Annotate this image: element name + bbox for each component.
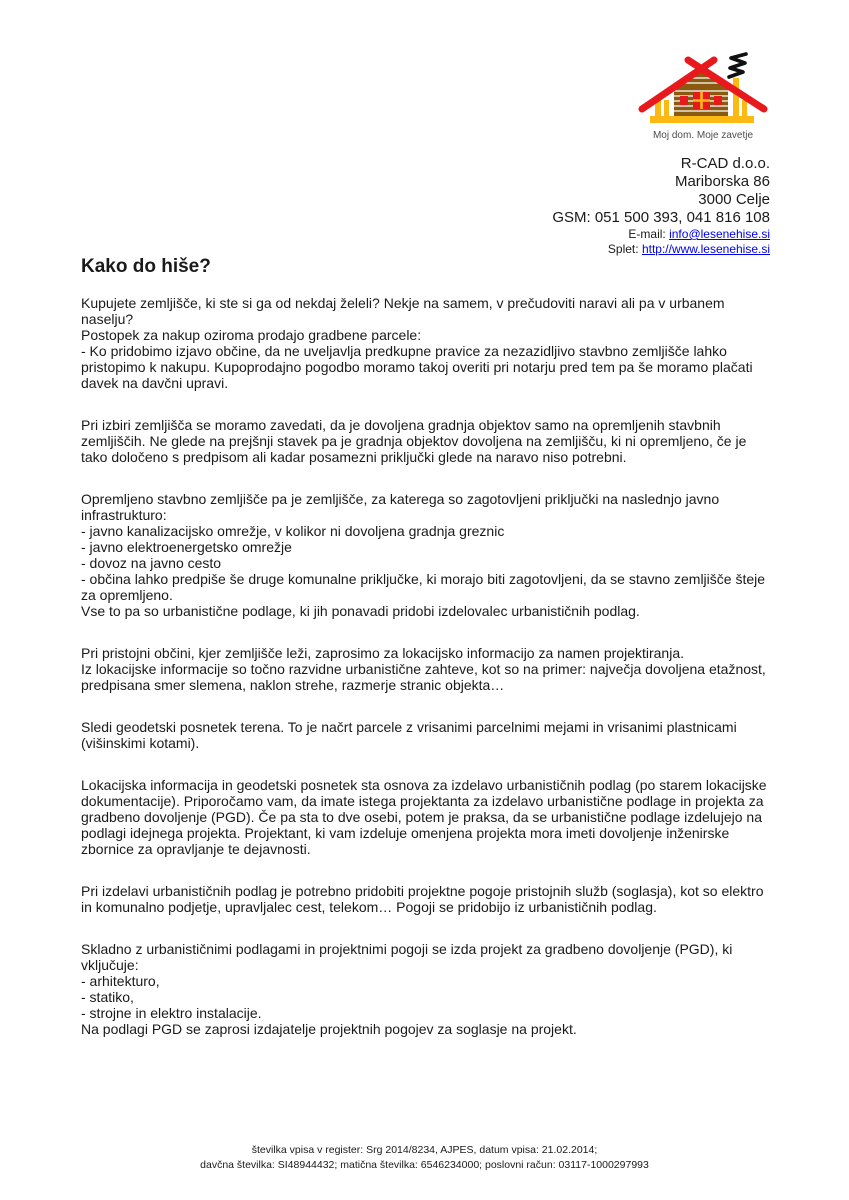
- company-city: 3000 Celje: [698, 191, 770, 208]
- list-item: - občina lahko predpiše še druge komunalne priključke, ki morajo biti zagotovljeni, da se stavno zemljišče šteje za opremljeno.: [81, 571, 766, 603]
- list-item: - strojne in elektro instalacije.: [81, 1005, 262, 1021]
- paragraph-line: Pri izbiri zemljišča se moramo zavedati, da je dovoljena gradnja objektov samo na opremljenih stavbnih zemljiščih. Ne glede na prejšnji stavek pa je gradnja objektov dovoljena na zemljišču, ki ni opremljeno, če je tako določeno s predpisom ali kadar posamezni priključki glede na naravo niso potrebni.: [81, 417, 747, 465]
- web-label: Splet:: [607, 242, 642, 256]
- company-gsm: GSM: 051 500 393, 041 816 108: [552, 209, 770, 226]
- paragraph-line: Pri izdelavi urbanističnih podlag je potrebno pridobiti projektne pogoje pristojnih služb (soglasja), kot so elektro in komunalno podjetje, upravljalec cest, telekom… Pogoji se pridobijo iz urbanističnih podlag.: [81, 883, 764, 915]
- list-item: - statiko,: [81, 989, 134, 1005]
- page-title: Kako do hiše?: [81, 256, 211, 277]
- paragraph-line: Opremljeno stavbno zemljišče pa je zemljišče, za katerega so zagotovljeni priključki na naslednjo javno infrastrukturo:: [81, 491, 720, 523]
- footer-tax-line: davčna številka: SI48944432; matična številka: 6546234000; poslovni račun: 03117-1000297993: [200, 1159, 649, 1171]
- letterhead: [552, 52, 770, 257]
- paragraph: [81, 295, 770, 391]
- footer: [0, 1143, 849, 1173]
- list-item: - arhitekturo,: [81, 973, 160, 989]
- footer-register-line: številka vpisa v register: Srg 2014/8234, AJPES, datum vpisa: 21.02.2014;: [251, 1144, 598, 1156]
- paragraph-line: Vse to pa so urbanistične podlage, ki jih ponavadi pridobi izdelovalec urbanističnih podlag.: [81, 603, 640, 619]
- paragraph: [81, 719, 770, 751]
- paragraph-line: Sledi geodetski posnetek terena. To je načrt parcele z vrisanimi parcelnimi mejami in vrisanimi plastnicami (višinskimi kotami).: [81, 719, 737, 751]
- list-item: - dovoz na javno cesto: [81, 555, 222, 571]
- paragraph: [81, 417, 770, 465]
- paragraph-line: Iz lokacijske informacije so točno razvidne urbanistične zahteve, kot so na primer: največja dovoljena etažnost, predpisana smer slemena, naklon strehe, razmerje stranic objekta…: [81, 661, 766, 693]
- house-logo-icon: [638, 52, 770, 144]
- paragraph: [81, 941, 770, 1037]
- paragraph: [81, 883, 770, 915]
- contact-block: [552, 155, 770, 257]
- paragraph-line: Skladno z urbanističnimi podlagami in projektnimi pogoji se izda projekt za gradbeno dovoljenje (PGD), ki vključuje:: [81, 941, 733, 973]
- company-name: R-CAD d.o.o.: [680, 155, 770, 172]
- paragraph-line: Kupujete zemljišče, ki ste si ga od nekdaj želeli? Nekje na samem, v prečudoviti naravi ali pa v urbanem naselju?: [81, 295, 725, 327]
- document-body: [81, 255, 770, 1063]
- web-link[interactable]: http://www.lesenehise.si: [641, 242, 770, 256]
- paragraph-line: Na podlagi PGD se zaprosi izdajatelje projektnih pogojev za soglasje na projekt.: [81, 1021, 577, 1037]
- logo-tagline: Moj dom. Moje zavetje: [652, 130, 754, 141]
- body-text: [81, 295, 770, 1037]
- paragraph-line: Pri pristojni občini, kjer zemljišče leži, zaprosimo za lokacijsko informacijo za namen projektiranja.: [81, 645, 685, 661]
- paragraph: [81, 491, 770, 619]
- email-link[interactable]: info@lesenehise.si: [669, 227, 770, 241]
- list-item: - javno kanalizacijsko omrežje, v kolikor ni dovoljena gradnja greznic: [81, 523, 505, 539]
- paragraph-line: Postopek za nakup oziroma prodajo gradbene parcele:: [81, 327, 422, 343]
- company-logo: [638, 52, 770, 149]
- paragraph-line: - Ko pridobimo izjavo občine, da ne uveljavlja predkupne pravice za nezazidljivo stavbno zemljišče lahko pristopimo k nakupu. Kupoprodajno pogodbo moramo takoj overiti pri notarju pred tem pa še moramo plačati davek na davčni upravi.: [81, 343, 753, 391]
- paragraph: [81, 645, 770, 693]
- list-item: - javno elektroenergetsko omrežje: [81, 539, 292, 555]
- email-label: E-mail:: [628, 227, 670, 241]
- paragraph: [81, 777, 770, 857]
- paragraph-line: Lokacijska informacija in geodetski posnetek sta osnova za izdelavo urbanističnih podlag (po starem lokacijske dokumentacije). Priporočamo vam, da imate istega projektanta za izdelavo urbanistične podlage in projekta za gradbeno dovoljenje (PGD). Če pa sta to dve osebi, potem je praksa, da se urbanistične podlage izdelujejo na podlagi idejnega projekta. Projektant, ki vam izdeluje omenjena projekta mora imeti dovoljenje inženirske zbornice za opravljanje te dejavnosti.: [81, 777, 767, 857]
- email-line: [552, 227, 770, 242]
- company-street: Mariborska 86: [674, 173, 770, 190]
